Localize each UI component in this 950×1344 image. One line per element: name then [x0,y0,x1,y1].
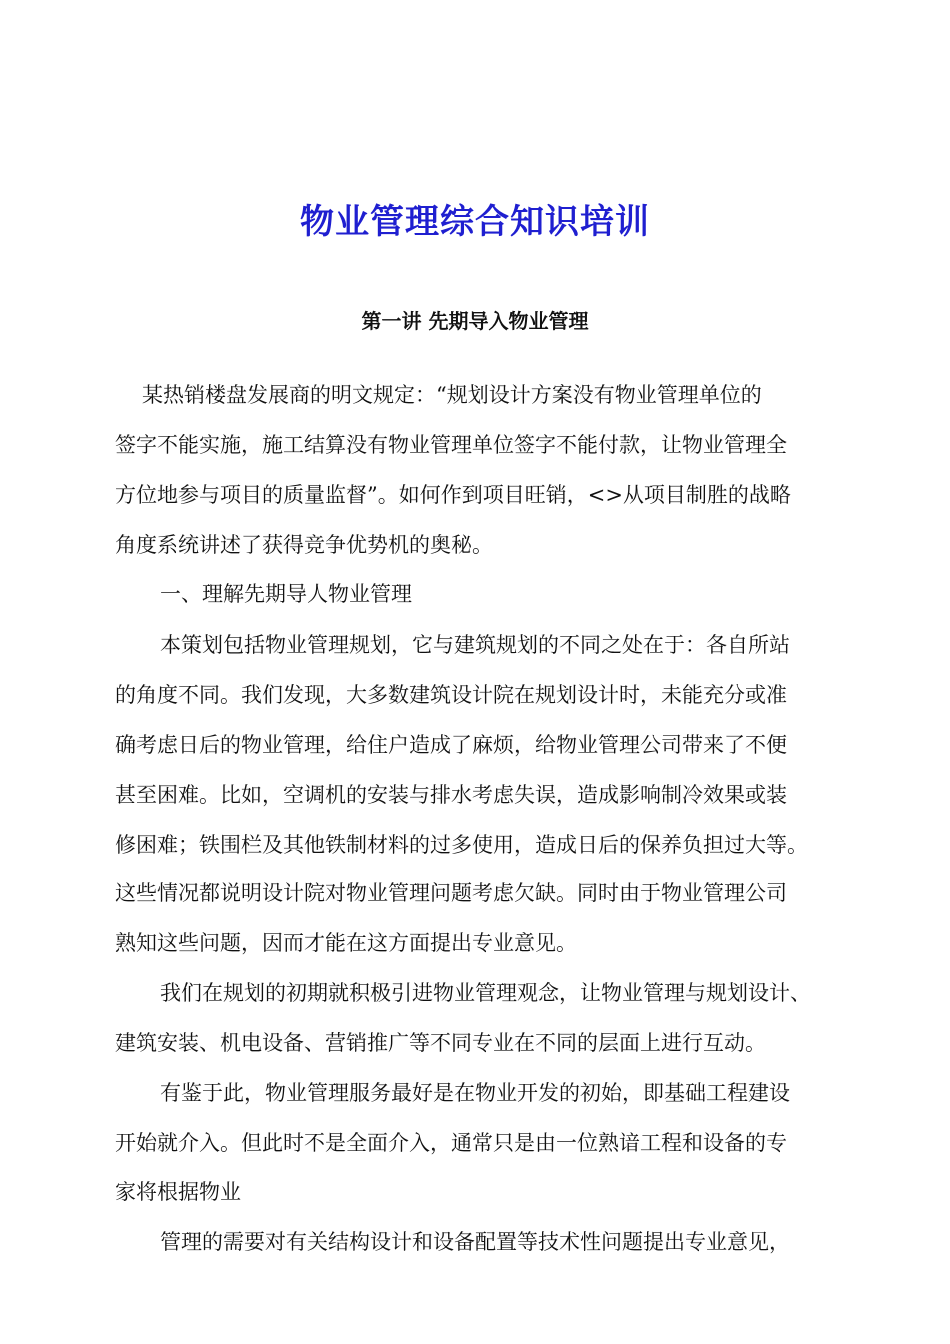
document-title: 物业管理综合知识培训 [300,202,650,242]
section-heading: 一、理解先期导人物业管理 [160,582,412,606]
paragraph-line: 这些情况都说明设计院对物业管理问题考虑欠缺。同时由于物业管理公司 [115,881,787,905]
lecture-subtitle: 第一讲 先期导入物业管理 [361,309,589,333]
paragraph-line: 签字不能实施，施工结算没有物业管理单位签字不能付款，让物业管理全 [115,433,787,457]
paragraph-line: 本策划包括物业管理规划，它与建筑规划的不同之处在于：各自所站 [160,633,790,657]
paragraph-line: 管理的需要对有关结构设计和设备配置等技术性问题提出专业意见， [160,1230,790,1254]
paragraph-line: 我们在规划的初期就积极引进物业管理观念，让物业管理与规划设计、 [160,981,811,1005]
paragraph-line: 家将根据物业 [115,1180,241,1204]
paragraph-line: 有鉴于此，物业管理服务最好是在物业开发的初始，即基础工程建设 [160,1081,790,1105]
paragraph-line: 修困难；铁围栏及其他铁制材料的过多使用，造成日后的保养负担过大等。 [115,833,808,857]
paragraph-line: 方位地参与项目的质量监督”。如何作到项目旺销，<>从项目制胜的战略 [115,483,791,507]
paragraph-line: 的角度不同。我们发现，大多数建筑设计院在规划设计时，未能充分或准 [115,683,787,707]
paragraph-line: 熟知这些问题，因而才能在这方面提出专业意见。 [115,931,577,955]
paragraph-line: 建筑安装、机电设备、营销推广等不同专业在不同的层面上进行互动。 [115,1031,766,1055]
paragraph-line: 某热销楼盘发展商的明文规定：“规划设计方案没有物业管理单位的 [142,383,762,407]
paragraph-line: 甚至困难。比如，空调机的安装与排水考虑失误，造成影响制冷效果或装 [115,783,787,807]
paragraph-line: 角度系统讲述了获得竞争优势机的奥秘。 [115,533,493,557]
paragraph-line: 确考虑日后的物业管理，给住户造成了麻烦，给物业管理公司带来了不便 [115,733,787,757]
paragraph-line: 开始就介入。但此时不是全面介入，通常只是由一位熟谙工程和设备的专 [115,1131,787,1155]
